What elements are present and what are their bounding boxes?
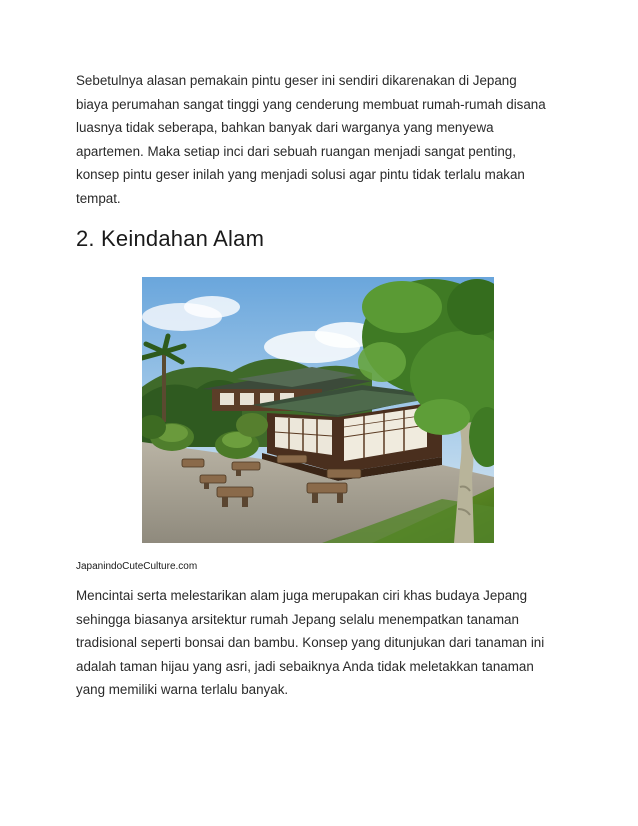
paragraph-line: tempat. [76, 190, 121, 206]
paragraph-line: Sebetulnya alasan pemakain pintu geser ini sendiri dikarenakan di Jepang [76, 73, 517, 88]
photo-caption: JapanindoCuteCulture.com [76, 561, 198, 572]
paragraph-line: sehingga biasanya arsitektur rumah Jepang selalu menempatkan tanaman [76, 611, 519, 627]
paragraph-line: biaya perumahan sangat tinggi yang cenderung membuat rumah-rumah disana [76, 96, 546, 112]
paragraph-line: yang memiliki warna terlalu banyak. [76, 682, 289, 698]
section-heading: 2. Keindahan Alam [76, 226, 265, 251]
paragraph-line: apartemen. Maka setiap inci dari sebuah ruangan menjadi sangat penting, [76, 143, 516, 159]
paragraph-line: konsep pintu geser inilah yang menjadi solusi agar pintu tidak terlalu makan [76, 167, 525, 183]
paragraph-line: Mencintai serta melestarikan alam juga merupakan ciri khas budaya Jepang [76, 588, 528, 603]
paragraph-line: tradisional seperti bonsai dan bambu. Konsep yang ditunjukan dari tanaman ini [76, 635, 545, 651]
paragraph-nature [76, 584, 566, 702]
paragraph-sliding-door [76, 69, 566, 211]
paragraph-line: luasnya tidak seberapa, bahkan banyak dari warganya yang menyewa [76, 120, 494, 136]
japanese-house-garden-photo [142, 277, 494, 543]
paragraph-line: adalah taman hijau yang asri, jadi sebaiknya Anda tidak meletakkan tanaman [76, 658, 534, 674]
